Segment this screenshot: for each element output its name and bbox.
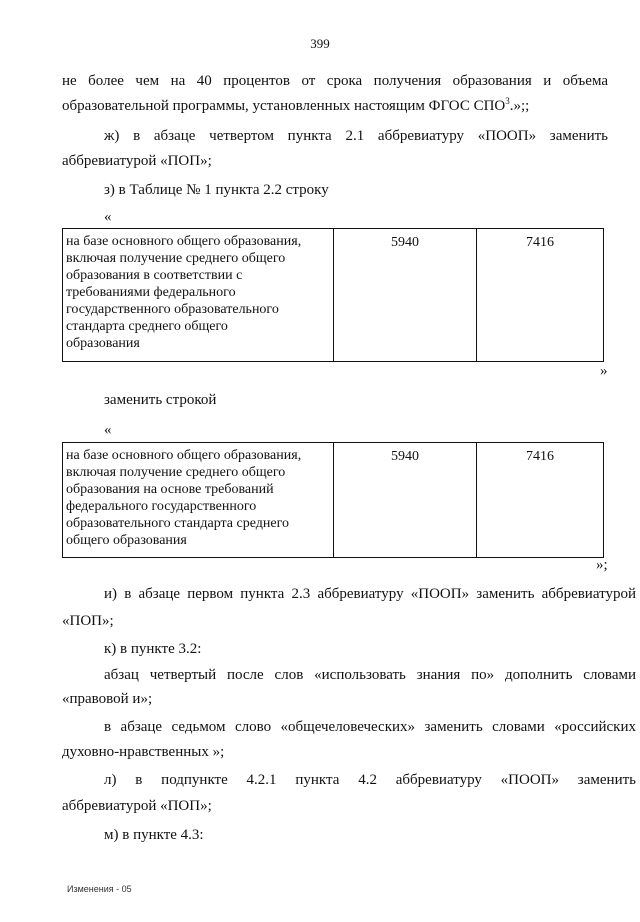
table-desc-line: требованиями федерального (66, 285, 236, 300)
paragraph-line: и) в абзаце первом пункта 2.3 аббревиатуру «ПООП» заменить аббревиатурой (104, 586, 636, 602)
table-value-cell: 7416 (477, 229, 604, 362)
paragraph-line: заменить строкой (104, 392, 217, 408)
paragraph-text: образовательной программы, установленных настоящим ФГОС СПО (62, 98, 506, 114)
table-value-cell: 5940 (334, 443, 477, 558)
table-new-row (62, 442, 604, 558)
table-desc-line: образования в соответствии с (66, 268, 243, 283)
table-desc-line: государственного образовательного (66, 302, 279, 317)
table-desc-cell (63, 229, 334, 362)
table-desc-line: образовательного стандарта среднего (66, 516, 289, 531)
table-desc-line: включая получение среднего общего (66, 251, 286, 266)
paragraph-text: .»;; (509, 98, 530, 114)
table-value-cell: 7416 (477, 443, 604, 558)
paragraph-line: ж) в абзаце четвертом пункта 2.1 аббревиатуру «ПООП» заменить (104, 128, 608, 144)
table-old-row (62, 228, 604, 362)
paragraph-line: к) в пункте 3.2: (104, 641, 202, 657)
footnote-ref: 3 (505, 96, 510, 106)
paragraph-line: абзац четвертый после слов «использовать знания по» дополнить словами (104, 667, 636, 683)
paragraph-line: з) в Таблице № 1 пункта 2.2 строку (104, 182, 329, 198)
table-desc-cell (63, 443, 334, 558)
table-desc-line: на базе основного общего образования, (66, 234, 302, 249)
page-footer: Изменения - 05 (67, 884, 132, 894)
paragraph-line: «правовой и»; (62, 691, 153, 707)
table-desc-line: образования на основе требований (66, 482, 274, 497)
close-quote: »; (596, 557, 608, 573)
paragraph-line: л) в подпункте 4.2.1 пункта 4.2 аббревиатуру «ПООП» заменить (104, 772, 636, 788)
table-desc-line: федерального государственного (66, 499, 257, 514)
open-quote: « (104, 422, 112, 438)
open-quote: « (104, 209, 112, 225)
paragraph-line: в абзаце седьмом слово «общечеловеческих» заменить словами «российских (104, 719, 636, 735)
paragraph-line: «ПОП»; (62, 613, 114, 629)
table-desc-line: стандарта среднего общего (66, 319, 228, 334)
paragraph-line (62, 97, 529, 115)
paragraph-line: аббревиатурой «ПОП»; (62, 153, 212, 169)
table-desc-line: образования (66, 336, 140, 351)
paragraph-line: м) в пункте 4.3: (104, 827, 204, 843)
paragraph-line: аббревиатурой «ПОП»; (62, 798, 212, 814)
paragraph-line: не более чем на 40 процентов от срока получения образования и объема (62, 73, 608, 89)
page-number: 399 (310, 36, 330, 51)
paragraph-line: духовно-нравственных »; (62, 744, 225, 760)
table-desc-line: включая получение среднего общего (66, 465, 286, 480)
table-value-cell: 5940 (334, 229, 477, 362)
close-quote: » (600, 363, 608, 379)
table-desc-line: на базе основного общего образования, (66, 448, 302, 463)
table-desc-line: общего образования (66, 533, 187, 548)
